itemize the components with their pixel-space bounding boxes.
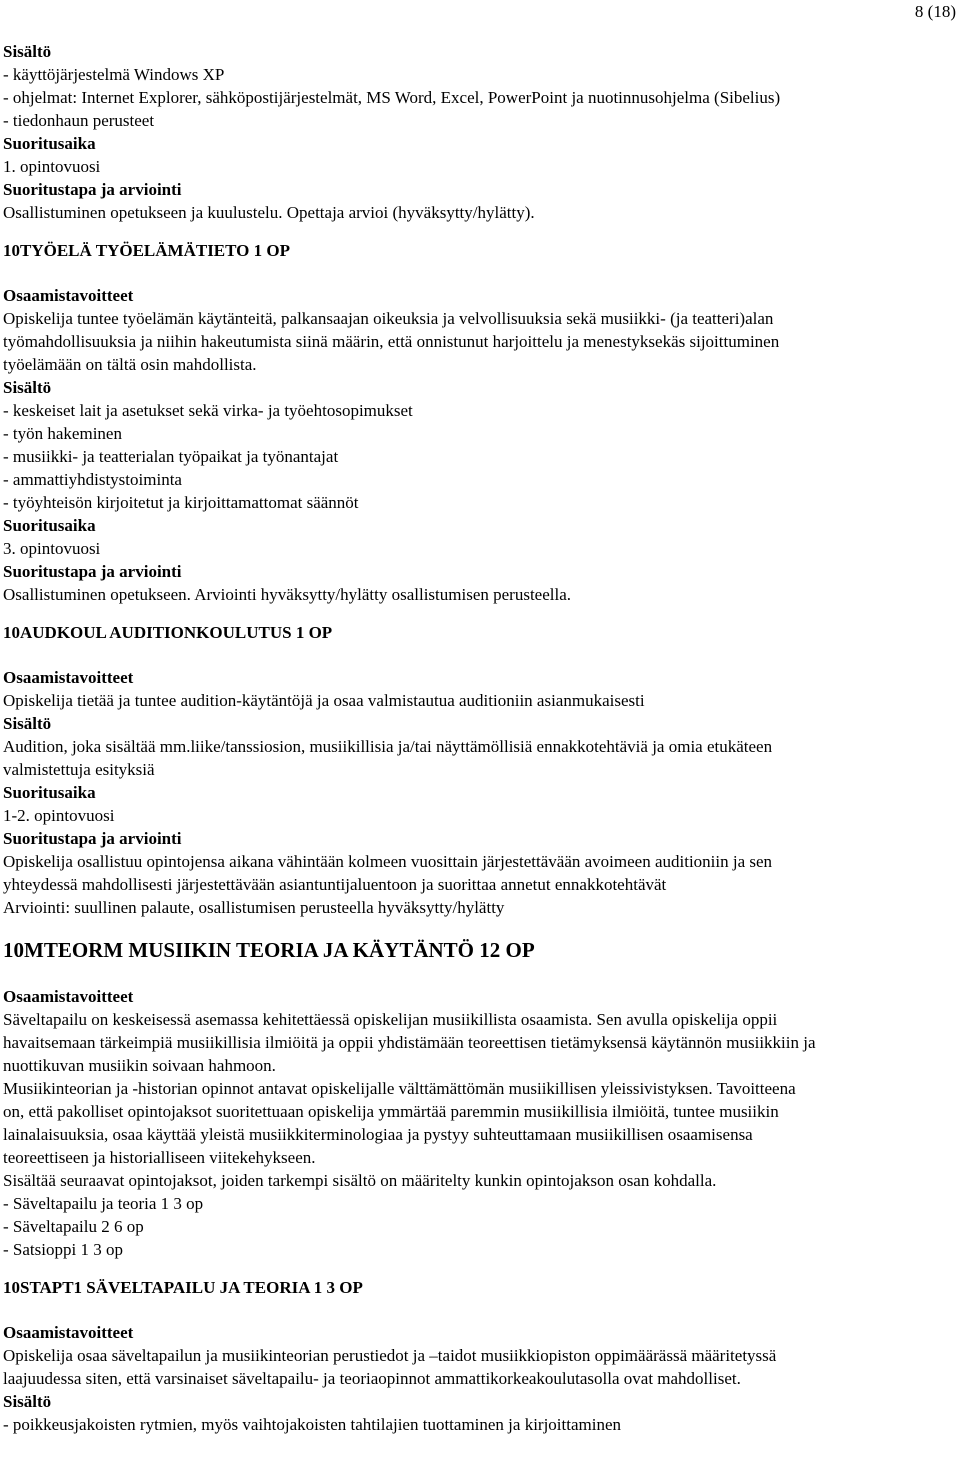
paragraph-line: lainalaisuuksia, osaa käyttää yleistä musiikkiterminologiaa ja pystyy suhteuttamaan musiikillisen osaamisensa — [3, 1125, 753, 1144]
document-body — [3, 40, 955, 1436]
list-item: - työyhteisön kirjoitetut ja kirjoittamattomat säännöt — [3, 493, 359, 512]
list-item: - keskeiset lait ja asetukset sekä virka- ja työehtosopimukset — [3, 401, 413, 420]
paragraph-line: Opiskelija osallistuu opintojensa aikana vähintään kolmeen vuosittain järjestettävään avoimeen auditioniin ja sen — [3, 852, 773, 871]
arviointi-heading: Suoritustapa ja arviointi — [3, 829, 182, 848]
paragraph-line: havaitsemaan tärkeimpiä musiikillisia ilmiöitä ja oppii yhdistämään teoreettisen tietämyksensä käytännön musiikkiin ja — [3, 1033, 816, 1052]
osaamistavoitteet-heading: Osaamistavoitteet — [3, 668, 134, 687]
paragraph-line: Säveltapailu on keskeisessä asemassa kehitettäessä opiskelijan musiikillista osaamista. Sen avulla opiskelija oppii — [3, 1010, 778, 1029]
course-title: 10STAPT1 SÄVELTAPAILU JA TEORIA 1 3 OP — [3, 1278, 363, 1297]
list-item: - musiikki- ja teatterialan työpaikat ja työnantajat — [3, 447, 339, 466]
arviointi-text: Osallistuminen opetukseen ja kuulustelu. Opettaja arvioi (hyväksytty/hylätty). — [3, 203, 535, 222]
paragraph-line: yhteydessä mahdollisesti järjestettävään asiantuntijaluentoon ja suorittaa annetut ennakkotehtävät — [3, 875, 667, 894]
sisalto-heading: Sisältö — [3, 714, 52, 733]
suoritusaika-text: 1. opintovuosi — [3, 157, 101, 176]
suoritusaika-heading: Suoritusaika — [3, 783, 96, 802]
list-item: - tiedonhaun perusteet — [3, 111, 155, 130]
arviointi-text: Osallistuminen opetukseen. Arviointi hyväksytty/hylätty osallistumisen perusteella. — [3, 585, 572, 604]
list-item: - ammattiyhdistystoiminta — [3, 470, 182, 489]
paragraph-line: laajuudessa siten, että varsinaiset säveltapailu- ja teoriaopinnot ammattikorkeakoulutasolla ovat mahdolliset. — [3, 1369, 741, 1388]
suoritusaika-heading: Suoritusaika — [3, 516, 96, 535]
list-item: - Satsioppi 1 3 op — [3, 1240, 123, 1259]
paragraph-line: Opiskelija tietää ja tuntee audition-käytäntöjä ja osaa valmistautua auditioniin asianmukaisesti — [3, 691, 645, 710]
paragraph-line: Sisältää seuraavat opintojaksot, joiden tarkempi sisältö on määritelty kunkin opintojakson osan kohdalla. — [3, 1171, 717, 1190]
list-item: - Säveltapailu ja teoria 1 3 op — [3, 1194, 204, 1213]
arviointi-heading: Suoritustapa ja arviointi — [3, 562, 182, 581]
paragraph-line: Musiikinteorian ja -historian opinnot antavat opiskelijalle välttämättömän musiikillisen yleissivistyksen. Tavoitteena — [3, 1079, 796, 1098]
course-section-mteorm — [3, 937, 955, 1261]
page-number: 8 (18) — [914, 2, 956, 21]
paragraph-line: Opiskelija tuntee työelämän käytänteitä, palkansaajan oikeuksia ja velvollisuuksia sekä musiikki- (ja teatteri)alan — [3, 309, 774, 328]
paragraph-line: valmistettuja esityksiä — [3, 760, 155, 779]
sisalto-heading: Sisältö — [3, 42, 52, 61]
paragraph-line: nuottikuvan musiikin soivaan hahmoon. — [3, 1056, 276, 1075]
course-section-tyoela — [3, 239, 955, 606]
paragraph-line: teoreettiseen ja historialliseen viitekehykseen. — [3, 1148, 316, 1167]
list-item: - käyttöjärjestelmä Windows XP — [3, 65, 225, 84]
paragraph-line: Opiskelija osaa säveltapailun ja musiikinteorian perustiedot ja –taidot musiikkiopiston oppimäärässä määritetyssä — [3, 1346, 777, 1365]
course-title: 10AUDKOUL AUDITIONKOULUTUS 1 OP — [3, 623, 333, 642]
paragraph-line: Audition, joka sisältää mm.liike/tanssiosion, musiikillisia ja/tai näyttämöllisiä ennakkotehtäviä ja omia etukäteen — [3, 737, 773, 756]
sisalto-heading: Sisältö — [3, 1392, 52, 1411]
intro-section — [3, 40, 955, 224]
osaamistavoitteet-heading: Osaamistavoitteet — [3, 1323, 134, 1342]
suoritusaika-text: 3. opintovuosi — [3, 539, 101, 558]
osaamistavoitteet-heading: Osaamistavoitteet — [3, 987, 134, 1006]
list-item: - poikkeusjakoisten rytmien, myös vaihtojakoisten tahtilajien tuottaminen ja kirjoittaminen — [3, 1415, 622, 1434]
arviointi-heading: Suoritustapa ja arviointi — [3, 180, 182, 199]
paragraph-line: työelämään on tältä osin mahdollista. — [3, 355, 257, 374]
paragraph-line: on, että pakolliset opintojaksot suoritettuaan opiskelija ymmärtää paremmin musiikillisia ilmiöitä, tuntee musiikin — [3, 1102, 779, 1121]
paragraph-line: työmahdollisuuksia ja niihin hakeutumista siinä määrin, että onnistunut harjoittelu ja menestyksekäs sijoittuminen — [3, 332, 780, 351]
course-title: 10MTEORM MUSIIKIN TEORIA JA KÄYTÄNTÖ 12 OP — [3, 938, 535, 962]
course-title: 10TYÖELÄ TYÖELÄMÄTIETO 1 OP — [3, 241, 291, 260]
course-section-stapt1 — [3, 1276, 955, 1436]
sisalto-heading: Sisältö — [3, 378, 52, 397]
osaamistavoitteet-heading: Osaamistavoitteet — [3, 286, 134, 305]
suoritusaika-heading: Suoritusaika — [3, 134, 96, 153]
list-item: - Säveltapailu 2 6 op — [3, 1217, 144, 1236]
list-item: - työn hakeminen — [3, 424, 122, 443]
suoritusaika-text: 1-2. opintovuosi — [3, 806, 115, 825]
course-section-audkoul — [3, 621, 955, 919]
list-item: - ohjelmat: Internet Explorer, sähköpostijärjestelmät, MS Word, Excel, PowerPoint ja nuotinnusohjelma (Sibelius) — [3, 88, 781, 107]
paragraph-line: Arviointi: suullinen palaute, osallistumisen perusteella hyväksytty/hylätty — [3, 898, 505, 917]
